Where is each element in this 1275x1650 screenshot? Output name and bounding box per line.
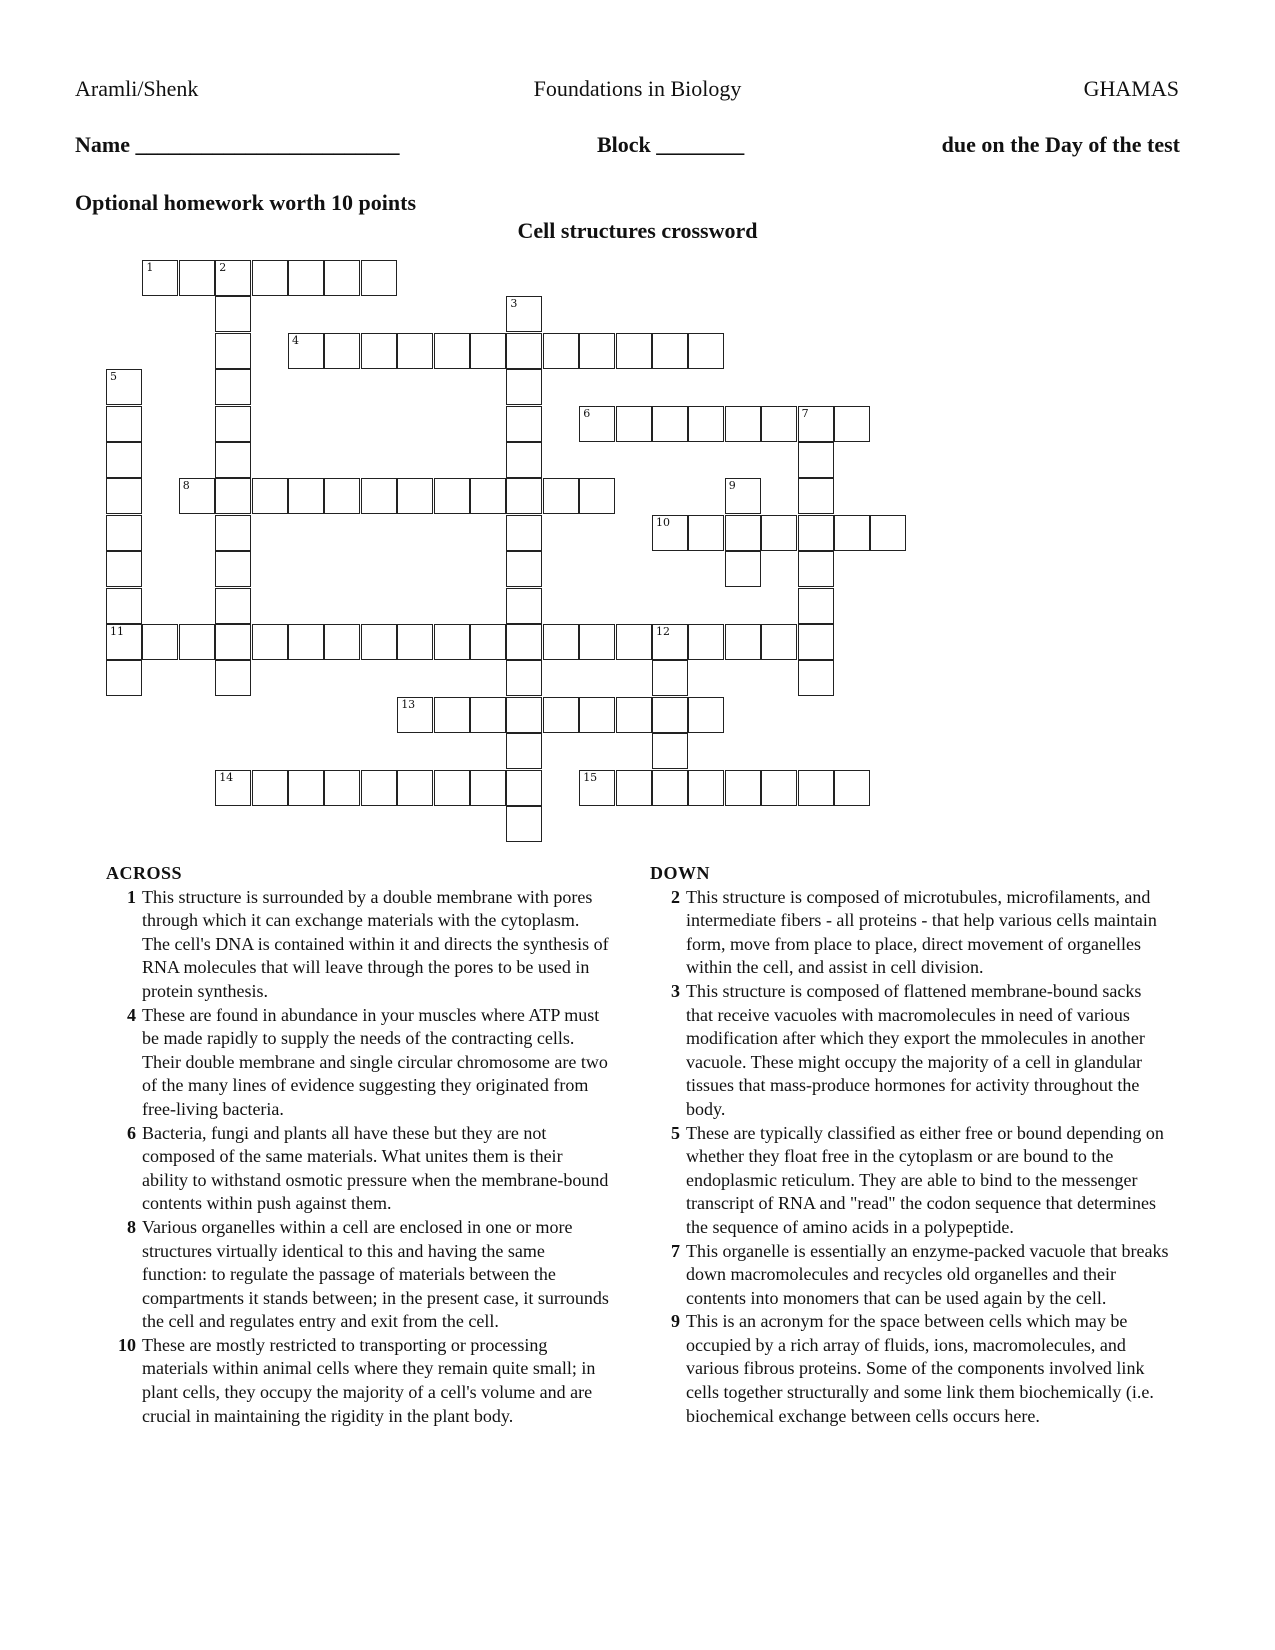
- crossword-cell[interactable]: [361, 333, 397, 369]
- across-clues: [106, 862, 611, 1428]
- crossword-cell[interactable]: [106, 624, 142, 660]
- crossword-cell[interactable]: [798, 624, 834, 660]
- crossword-cell[interactable]: [470, 478, 506, 514]
- clue-text: This structure is surrounded by a double membrane with pores through which it can exchange materials with the cytoplasm. The cell's DNA is contained within it and directs the synthesis of RNA molecules that will leave through the pores to be used in protein synthesis.: [142, 886, 609, 1001]
- clue-number: 4: [127, 1004, 136, 1025]
- clue-number: 3: [671, 980, 680, 1001]
- across-clue: [106, 1216, 611, 1334]
- header-course: Foundations in Biology: [533, 76, 742, 101]
- due-date-note: due on the Day of the test: [941, 132, 1180, 157]
- clue-number: 9: [671, 1311, 680, 1332]
- crossword-cell[interactable]: [834, 770, 870, 806]
- clue-number: 8: [127, 1216, 136, 1237]
- clue-number-label: 5: [110, 370, 117, 384]
- crossword-cell[interactable]: [798, 770, 834, 806]
- crossword-cell[interactable]: [288, 770, 324, 806]
- crossword-cell[interactable]: [725, 406, 761, 442]
- crossword-cell[interactable]: [215, 406, 251, 442]
- crossword-cell[interactable]: [215, 296, 251, 332]
- across-clue: [106, 1334, 611, 1428]
- crossword-cell[interactable]: [652, 733, 688, 769]
- crossword-cell[interactable]: [616, 697, 652, 733]
- crossword-cell[interactable]: [361, 770, 397, 806]
- crossword-cell[interactable]: [616, 770, 652, 806]
- crossword-cell[interactable]: [652, 770, 688, 806]
- clue-number-label: 15: [583, 770, 598, 784]
- clue-number: 10: [118, 1334, 136, 1355]
- crossword-cell[interactable]: [215, 588, 251, 624]
- crossword-cell[interactable]: [579, 478, 615, 514]
- crossword-cell[interactable]: [761, 770, 797, 806]
- header-author: Aramli/Shenk: [75, 76, 199, 101]
- crossword-cell[interactable]: [761, 406, 797, 442]
- crossword-cell[interactable]: [506, 406, 542, 442]
- crossword-cell[interactable]: [506, 333, 542, 369]
- crossword-cell[interactable]: [579, 697, 615, 733]
- crossword-cell[interactable]: [470, 697, 506, 733]
- crossword-cell[interactable]: [688, 697, 724, 733]
- clue-number-label: 8: [182, 479, 190, 493]
- crossword-cell[interactable]: [106, 588, 142, 624]
- crossword-cell[interactable]: [470, 624, 506, 660]
- crossword-cell[interactable]: [798, 406, 834, 442]
- clue-number-label: 14: [219, 770, 234, 784]
- crossword-cell[interactable]: [215, 551, 251, 587]
- crossword-cell[interactable]: [506, 697, 542, 733]
- crossword-cell[interactable]: [106, 442, 142, 478]
- crossword-cell[interactable]: [434, 697, 470, 733]
- crossword-cell[interactable]: [361, 478, 397, 514]
- crossword-cell[interactable]: [179, 478, 215, 514]
- crossword-cell[interactable]: [252, 478, 288, 514]
- crossword-cell[interactable]: [725, 478, 761, 514]
- crossword-cell[interactable]: [761, 624, 797, 660]
- clue-text: This is an acronym for the space between cells which may be occupied by a rich array of fluids, ions, macromolecules, and various fibrous proteins. Some of the components involved link cells together structurally and some link them biochemically (i.e. biochemical exchange between cells occurs here.: [686, 1311, 1154, 1426]
- down-heading: DOWN: [650, 863, 710, 883]
- crossword-cell[interactable]: [215, 442, 251, 478]
- crossword-cell[interactable]: [106, 478, 142, 514]
- crossword-cell[interactable]: [361, 624, 397, 660]
- crossword-cell[interactable]: [215, 515, 251, 551]
- crossword-cell[interactable]: [506, 588, 542, 624]
- header-school: GHAMAS: [1083, 76, 1179, 101]
- crossword-cell[interactable]: [288, 260, 324, 296]
- crossword-cell[interactable]: [652, 697, 688, 733]
- crossword-cell[interactable]: [652, 660, 688, 696]
- crossword-cell[interactable]: [215, 770, 251, 806]
- across-heading: ACROSS: [106, 863, 183, 883]
- crossword-cell[interactable]: [106, 515, 142, 551]
- crossword-cell[interactable]: [834, 515, 870, 551]
- crossword-cell[interactable]: [506, 369, 542, 405]
- crossword-cell[interactable]: [215, 260, 251, 296]
- crossword-cell[interactable]: [142, 260, 178, 296]
- down-clue: [650, 886, 1170, 980]
- crossword-cell[interactable]: [543, 624, 579, 660]
- crossword-cell[interactable]: [798, 515, 834, 551]
- crossword-cell[interactable]: [106, 551, 142, 587]
- crossword-cell[interactable]: [288, 624, 324, 660]
- crossword-cell[interactable]: [397, 697, 433, 733]
- crossword-cell[interactable]: [252, 624, 288, 660]
- crossword-cell[interactable]: [361, 260, 397, 296]
- crossword-cell[interactable]: [870, 515, 906, 551]
- crossword-cell[interactable]: [324, 770, 360, 806]
- crossword-cell[interactable]: [543, 478, 579, 514]
- crossword-cell[interactable]: [434, 770, 470, 806]
- crossword-cell[interactable]: [215, 369, 251, 405]
- name-field-label: Name ________________________: [75, 132, 400, 157]
- clue-number-label: 13: [401, 697, 416, 711]
- clue-number: 7: [671, 1240, 680, 1261]
- crossword-cell[interactable]: [652, 515, 688, 551]
- down-clues: [650, 862, 1170, 1428]
- crossword-cell[interactable]: [579, 624, 615, 660]
- crossword-cell[interactable]: [506, 806, 542, 842]
- crossword-cell[interactable]: [397, 624, 433, 660]
- clue-number-label: 3: [510, 297, 518, 311]
- clue-number-label: 9: [728, 479, 736, 493]
- crossword-cell[interactable]: [215, 624, 251, 660]
- crossword-cell[interactable]: [543, 697, 579, 733]
- crossword-cell[interactable]: [725, 515, 761, 551]
- crossword-cell[interactable]: [798, 551, 834, 587]
- crossword-cell[interactable]: [324, 478, 360, 514]
- crossword-cell[interactable]: [506, 770, 542, 806]
- crossword-cell[interactable]: [506, 515, 542, 551]
- crossword-cell[interactable]: [324, 333, 360, 369]
- crossword-cell[interactable]: [397, 333, 433, 369]
- down-clue: [650, 980, 1170, 1122]
- down-clue-list: [650, 886, 1170, 1429]
- crossword-cell[interactable]: [434, 333, 470, 369]
- clue-text: This structure is composed of microtubules, microfilaments, and intermediate fibers - all proteins - that help various cells maintain form, move from place to place, direct movement of organelles within the cell, and assist in cell division.: [686, 886, 1157, 978]
- crossword-cell[interactable]: [798, 442, 834, 478]
- crossword-cell[interactable]: [543, 333, 579, 369]
- clue-number-label: 4: [292, 333, 299, 347]
- down-clue: [650, 1122, 1170, 1240]
- down-clue: [650, 1240, 1170, 1311]
- crossword-cell[interactable]: [179, 260, 215, 296]
- crossword-cell[interactable]: [834, 406, 870, 442]
- crossword-cell[interactable]: [725, 624, 761, 660]
- crossword-cell[interactable]: [324, 260, 360, 296]
- clue-text: Bacteria, fungi and plants all have these but they are not composed of the same materials. What unites them is their ability to withstand osmotic pressure when the membrane-bound contents within push against them.: [142, 1122, 609, 1214]
- page-title: Cell structures crossword: [517, 218, 758, 243]
- crossword-cell[interactable]: [725, 551, 761, 587]
- crossword-cell[interactable]: [506, 551, 542, 587]
- crossword-cell[interactable]: [725, 770, 761, 806]
- down-clue: [650, 1310, 1170, 1428]
- crossword-cell[interactable]: [434, 478, 470, 514]
- clue-number-label: 7: [801, 406, 809, 420]
- crossword-cell[interactable]: [761, 515, 797, 551]
- across-clue: [106, 886, 611, 1004]
- crossword-cell[interactable]: [106, 369, 142, 405]
- crossword-cell[interactable]: [288, 333, 324, 369]
- crossword-cell[interactable]: [798, 660, 834, 696]
- crossword-cell[interactable]: [215, 478, 251, 514]
- clue-text: These are typically classified as either free or bound depending on whether they float free in the cytoplasm or are bound to the endoplasmic reticulum. They are able to bind to the messenger transcript of RNA and "read" the codon sequence that determines the sequence of amino acids in a polypeptide.: [686, 1122, 1164, 1237]
- crossword-cell[interactable]: [616, 624, 652, 660]
- crossword-cell[interactable]: [688, 333, 724, 369]
- crossword-cell[interactable]: [215, 660, 251, 696]
- crossword-cell[interactable]: [324, 624, 360, 660]
- crossword-cell[interactable]: [688, 624, 724, 660]
- crossword-cell[interactable]: [470, 333, 506, 369]
- crossword-cell[interactable]: [179, 624, 215, 660]
- crossword-cell[interactable]: [506, 478, 542, 514]
- crossword-cell[interactable]: [434, 624, 470, 660]
- crossword-cell[interactable]: [142, 624, 178, 660]
- clue-text: These are mostly restricted to transporting or processing materials within animal cells where they remain quite small; in plant cells, they occupy the majority of a cell's volume and are crucial in maintaining the rigidity in the plant body.: [142, 1334, 596, 1426]
- crossword-cell[interactable]: [688, 770, 724, 806]
- crossword-cell[interactable]: [506, 442, 542, 478]
- crossword-cell[interactable]: [579, 333, 615, 369]
- across-clue: [106, 1122, 611, 1216]
- crossword-cell[interactable]: [652, 333, 688, 369]
- clue-number-label: 6: [583, 406, 591, 420]
- crossword-cell[interactable]: [397, 478, 433, 514]
- clue-number-label: 1: [146, 261, 154, 274]
- crossword-cell[interactable]: [252, 770, 288, 806]
- block-field-label: Block ________: [597, 132, 745, 157]
- crossword-cell[interactable]: [288, 478, 324, 514]
- crossword-cell[interactable]: [252, 260, 288, 296]
- across-clue-list: [106, 886, 611, 1429]
- crossword-cell[interactable]: [470, 770, 506, 806]
- crossword-cell[interactable]: [652, 624, 688, 660]
- clue-number-label: 2: [219, 261, 227, 274]
- clue-text: This structure is composed of flattened membrane-bound sacks that receive vacuoles with macromolecules in need of various modification after which they export the mmolecules in another vacuole. These might occupy the majority of a cell in glandular tissues that mass-produce hormones for activity throughout the body.: [686, 980, 1145, 1119]
- crossword-cell[interactable]: [688, 406, 724, 442]
- crossword-cell[interactable]: [798, 478, 834, 514]
- crossword-cell[interactable]: [798, 588, 834, 624]
- clue-number-label: 11: [110, 625, 124, 638]
- crossword-cell[interactable]: [506, 296, 542, 332]
- clue-number: 2: [671, 886, 680, 907]
- clue-number-label: 12: [656, 625, 670, 638]
- crossword-cell[interactable]: [106, 406, 142, 442]
- crossword-cell[interactable]: [506, 660, 542, 696]
- crossword-cell[interactable]: [579, 770, 615, 806]
- crossword-cell[interactable]: [506, 733, 542, 769]
- clue-number: 6: [127, 1122, 136, 1143]
- clue-number-label: 10: [656, 515, 670, 529]
- crossword-cell[interactable]: [506, 624, 542, 660]
- crossword-cell[interactable]: [579, 406, 615, 442]
- across-clue: [106, 1004, 611, 1122]
- clue-text: Various organelles within a cell are enclosed in one or more structures virtually identical to this and having the same function: to regulate the passage of materials between the compartments it stands between; in the present case, it surrounds the cell and regulates entry and exit from the cell.: [142, 1216, 609, 1332]
- clue-text: These are found in abundance in your muscles where ATP must be made rapidly to supply the needs of the contracting cells. Their double membrane and single circular chromosome are two of the many lines of evidence suggesting they originated from free-living bacteria.: [142, 1004, 608, 1119]
- crossword-cell[interactable]: [616, 333, 652, 369]
- crossword-cell[interactable]: [106, 660, 142, 696]
- clue-text: This organelle is essentially an enzyme-packed vacuole that breaks down macromolecules and recycles old organelles and their contents into monomers that can be used again by the cell.: [686, 1240, 1169, 1308]
- optional-homework-note: Optional homework worth 10 points: [75, 190, 417, 215]
- clue-number: 5: [671, 1122, 680, 1143]
- crossword-cell[interactable]: [397, 770, 433, 806]
- crossword-cell[interactable]: [652, 406, 688, 442]
- crossword-cell[interactable]: [688, 515, 724, 551]
- crossword-cell[interactable]: [616, 406, 652, 442]
- crossword-cell[interactable]: [215, 333, 251, 369]
- clue-number: 1: [127, 886, 136, 907]
